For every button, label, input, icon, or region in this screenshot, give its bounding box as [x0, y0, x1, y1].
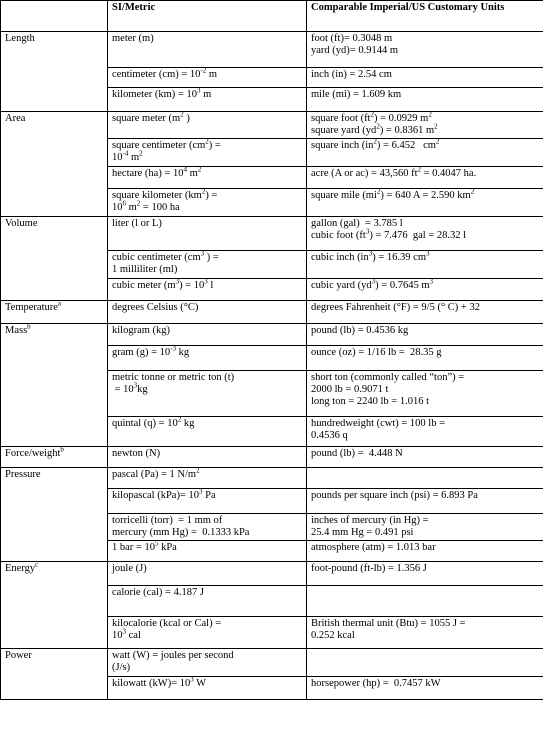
si-metric-cell — [108, 279, 307, 301]
cell-text: torricelli (torr) = 1 mm of — [112, 515, 223, 526]
cell-text: ounce (oz) = 1/16 lb = 28.35 g — [311, 347, 442, 358]
imperial-us-cell — [307, 167, 543, 189]
cell-text: square meter ($m^2$ ) — [112, 110, 190, 124]
cell-text: metric tonne or metric ton (t) — [112, 372, 235, 383]
imperial-us-cell — [307, 617, 543, 649]
cell-text: foot-pound (ft-lb) = 1.356 J — [311, 563, 427, 574]
table-row — [1, 217, 543, 251]
si-metric-cell — [108, 562, 307, 586]
cell-text: pounds per square inch (psi) = 6.893 Pa — [311, 490, 478, 501]
cell-text: $10^{-4}$ $m^2$ — [112, 149, 143, 163]
header-si-metric: SI/Metric — [108, 1, 307, 32]
si-metric-cell — [108, 468, 307, 489]
cell-text: square foot $(ft^2) = 0.0929$ $m^2$ — [311, 110, 432, 124]
si-metric-cell — [108, 324, 307, 346]
cell-text: 1 bar = $10^5$ kPa — [112, 539, 177, 553]
si-metric-cell — [108, 586, 307, 617]
cell-text: pound (lb) = 4.448 N — [311, 448, 403, 459]
imperial-us-cell — [307, 541, 543, 562]
si-metric-cell — [108, 112, 307, 139]
cell-text: joule (J) — [112, 563, 147, 574]
table-row — [1, 562, 543, 586]
cell-text: newton (N) — [112, 448, 161, 459]
cell-text: cubic centimeter ($cm^3$ ) = — [112, 249, 219, 263]
cell-text: kilocalorie (kcal or Cal) = — [112, 618, 222, 629]
si-metric-cell — [108, 139, 307, 167]
cell-text: centimeter $(cm) = 10^{-2}$ m — [112, 66, 218, 80]
table-row — [1, 649, 543, 677]
table-row — [1, 32, 543, 68]
imperial-us-cell — [307, 68, 543, 88]
cell-text: cubic inch $(in^3) = 16.39$ $cm^3$ — [311, 249, 430, 263]
header-row — [1, 1, 543, 32]
si-metric-cell — [108, 541, 307, 562]
si-metric-cell — [108, 514, 307, 541]
si-metric-cell — [108, 167, 307, 189]
cell-text: kilogram (kg) — [112, 325, 171, 336]
table-row — [1, 468, 543, 489]
imperial-us-cell — [307, 489, 543, 514]
imperial-us-cell — [307, 649, 543, 677]
cell-text: long ton = 2240 lb = 1.016 t — [311, 396, 430, 407]
cell-text: yard (yd)= 0.9144 m — [311, 45, 398, 56]
cell-text: calorie (cal) = 4.187 J — [112, 587, 204, 598]
cell-text: degrees Celsius (°C) — [112, 302, 199, 313]
imperial-us-cell — [307, 417, 543, 447]
category-cell: Mass$^b$ — [1, 324, 108, 447]
cell-text: gallon (gal) = 3.785 l — [311, 218, 403, 229]
cell-text: kilometer $(km) = 10^3$ m — [112, 86, 212, 100]
cell-text: square kilometer $(km^2)$ = — [112, 187, 218, 201]
category-cell: Temperature$^a$ — [1, 301, 108, 324]
imperial-us-cell — [307, 468, 543, 489]
cell-text: pascal (Pa) = 1 $N/m^2$ — [112, 466, 200, 480]
cell-text: horsepower (hp) = 0.7457 kW — [311, 678, 441, 689]
cell-text: acre (A or ac) = 43,560 $ft^2 = 0.4047$ ha. — [311, 165, 477, 179]
cell-text: square yard $(yd^2) = 0.8361$ $m^2$ — [311, 122, 438, 136]
imperial-us-cell — [307, 301, 543, 324]
cell-text: square centimeter $(cm^2)$ = — [112, 137, 221, 151]
imperial-us-cell — [307, 217, 543, 251]
cell-text: gram $(g) = 10^{-3}$ kg — [112, 344, 190, 358]
si-metric-cell — [108, 649, 307, 677]
cell-text: (J/s) — [112, 662, 131, 673]
si-metric-cell — [108, 88, 307, 112]
si-metric-cell — [108, 301, 307, 324]
si-metric-cell — [108, 346, 307, 371]
cell-text: kilopascal $(kPa)= 10^3$ Pa — [112, 487, 216, 501]
category-cell: Pressure — [1, 468, 108, 562]
imperial-us-cell — [307, 139, 543, 167]
cell-text: hectare $(ha) = 10^4$ $m^2$ — [112, 165, 202, 179]
cell-text: $10^6$ $m^2 = 100$ ha — [112, 199, 180, 213]
cell-text: hundredweight (cwt) = 100 lb = — [311, 418, 446, 429]
si-metric-cell — [108, 251, 307, 279]
si-metric-cell — [108, 677, 307, 700]
si-metric-cell — [108, 617, 307, 649]
imperial-us-cell — [307, 112, 543, 139]
table-row — [1, 301, 543, 324]
cell-text: 0.252 kcal — [311, 630, 355, 641]
table-row — [1, 112, 543, 139]
cell-text: pound (lb) = 0.4536 kg — [311, 325, 409, 336]
header-imperial-us: Comparable Imperial/US Customary Units — [307, 1, 543, 32]
imperial-us-cell — [307, 251, 543, 279]
category-cell: Force/weight$^b$ — [1, 447, 108, 468]
si-metric-cell — [108, 32, 307, 68]
cell-text: foot (ft)= 0.3048 m — [311, 33, 393, 44]
imperial-us-cell — [307, 324, 543, 346]
cell-text: = $10^3kg$ — [112, 381, 148, 395]
cell-text: cubic meter $(m^3) = 10^3$ l — [112, 277, 214, 291]
category-cell: Power — [1, 649, 108, 700]
category-cell: Energy$^c$ — [1, 562, 108, 649]
cell-text: square mile $(mi^2) = 640$ A = 2.590 $km^2$ — [311, 187, 475, 201]
cell-text: quintal $(q) = 10^2$ kg — [112, 415, 195, 429]
cell-text — [311, 587, 539, 599]
cell-text: 0.4536 q — [311, 430, 348, 441]
category-cell: Area — [1, 112, 108, 217]
cell-text: 1 milliliter (ml) — [112, 264, 178, 275]
si-metric-cell — [108, 371, 307, 417]
cell-text: atmosphere (atm) = 1.013 bar — [311, 542, 436, 553]
category-cell: Length — [1, 32, 108, 112]
cell-text: watt (W) = joules per second — [112, 650, 234, 661]
table-row — [1, 324, 543, 346]
cell-text: mercury (mm Hg) = 0.1333 kPa — [112, 527, 250, 538]
si-metric-cell — [108, 189, 307, 217]
cell-text: 2000 lb = 0.9071 t — [311, 384, 389, 395]
imperial-us-cell — [307, 586, 543, 617]
table-body — [1, 32, 543, 700]
imperial-us-cell — [307, 514, 543, 541]
si-metric-cell — [108, 447, 307, 468]
si-metric-cell — [108, 489, 307, 514]
cell-text: degrees Fahrenheit (°F) = 9/5 (° C) + 32 — [311, 302, 480, 313]
imperial-us-cell — [307, 32, 543, 68]
cell-text: British thermal unit (Btu) = 1055 J = — [311, 618, 466, 629]
imperial-us-cell — [307, 88, 543, 112]
category-cell: Volume — [1, 217, 108, 301]
cell-text: $10^3$ cal — [112, 627, 141, 641]
cell-text: kilowatt $(kW)= 10^3$ W — [112, 675, 207, 689]
imperial-us-cell — [307, 346, 543, 371]
cell-text: cubic foot $(ft^3) = 7.476$ gal = 28.32 l — [311, 227, 467, 241]
imperial-us-cell — [307, 562, 543, 586]
cell-text: cubic yard $(yd^3) = 0.7645$ $m^3$ — [311, 277, 433, 291]
si-metric-cell — [108, 417, 307, 447]
header-category — [1, 1, 108, 32]
cell-text: mile (mi) = 1.609 km — [311, 89, 402, 100]
cell-text: inch (in) = 2.54 cm — [311, 69, 392, 80]
table-row — [1, 447, 543, 468]
cell-text: liter (l or L) — [112, 218, 162, 229]
imperial-us-cell — [307, 371, 543, 417]
imperial-us-cell — [307, 447, 543, 468]
cell-text — [311, 469, 539, 481]
si-metric-cell — [108, 68, 307, 88]
imperial-us-cell — [307, 677, 543, 700]
si-metric-cell — [108, 217, 307, 251]
cell-text: meter (m) — [112, 33, 154, 44]
cell-text: short ton (commonly called “ton”) = — [311, 372, 465, 383]
cell-text: 25.4 mm Hg = 0.491 psi — [311, 527, 414, 538]
cell-text: square inch $(in^2) = 6.452$ $cm^2$ — [311, 137, 440, 151]
cell-text — [311, 650, 539, 662]
imperial-us-cell — [307, 279, 543, 301]
cell-text: inches of mercury (in Hg) = — [311, 515, 429, 526]
imperial-us-cell — [307, 189, 543, 217]
